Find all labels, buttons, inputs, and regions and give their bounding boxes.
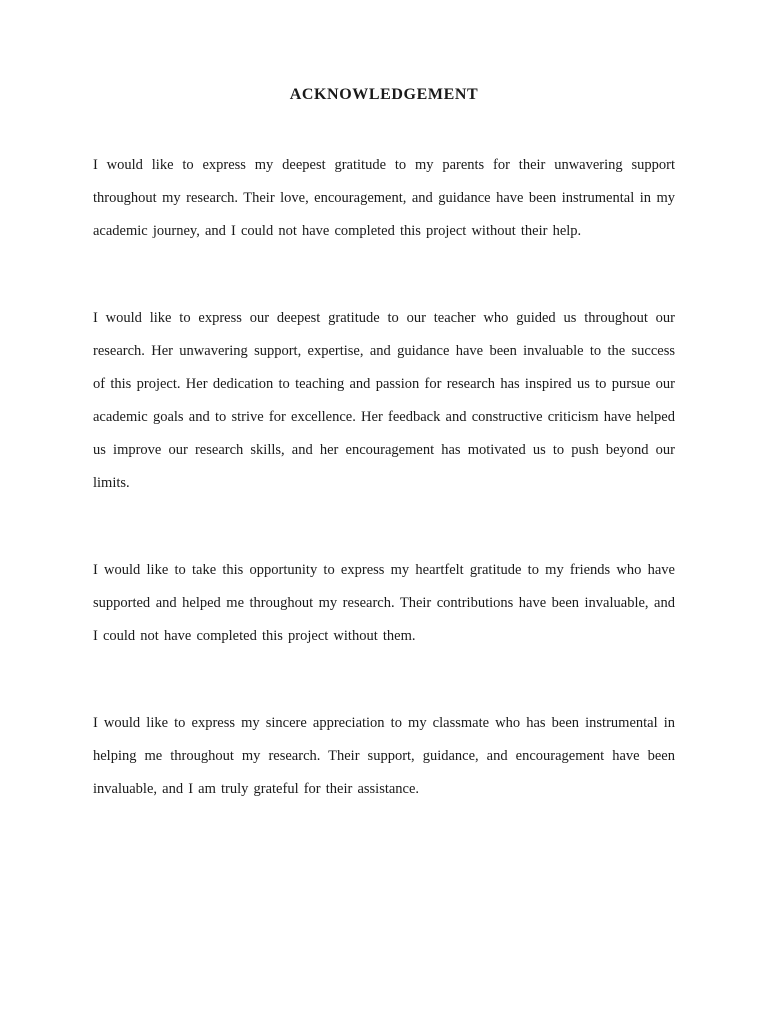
paragraph-classmate: I would like to express my sincere appreciation to my classmate who has been instrumental in helping me throughout my research. Their support, guidance, and encouragement have been invaluable, and I am truly grateful for their assistance. bbox=[93, 715, 675, 797]
paragraph-parents: I would like to express my deepest gratitude to my parents for their unwavering support throughout my research. Their love, encouragement, and guidance have been instrumental in my academic journey, and I could not have completed this project without their help. bbox=[93, 157, 675, 239]
document-body bbox=[93, 104, 675, 806]
page-title: ACKNOWLEDGEMENT bbox=[289, 86, 479, 103]
paragraph-friends: I would like to take this opportunity to express my heartfelt gratitude to my friends who have supported and helped me throughout my research. Their contributions have been invaluable, and I could not have completed this project without them. bbox=[93, 562, 675, 644]
paragraph-teacher: I would like to express our deepest gratitude to our teacher who guided us throughout our research. Her unwavering support, expertise, and guidance have been invaluable to the success of this project. Her dedication to teaching and passion for research has inspired us to pursue our academic goals and to strive for excellence. Her feedback and constructive criticism have helped us improve our research skills, and her encouragement has motivated us to push beyond our limits. bbox=[93, 310, 675, 491]
